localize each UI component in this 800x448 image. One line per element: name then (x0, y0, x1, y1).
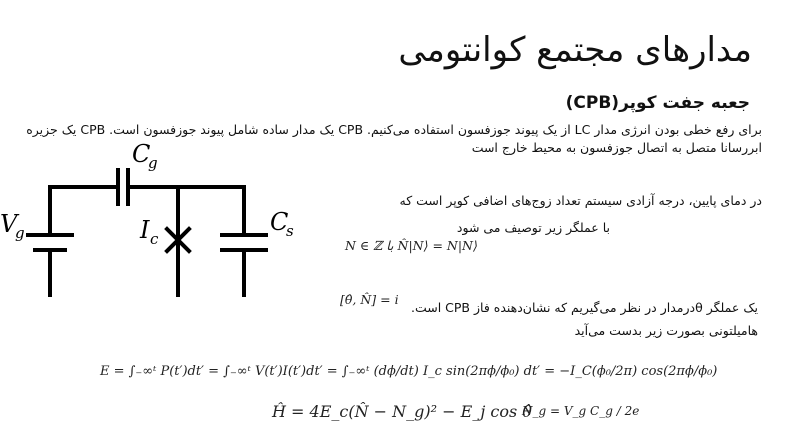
number-operator-equation: N ∈ ℤ با N̂|N⟩ = N|N⟩ (345, 238, 478, 253)
operator-description-text: با عملگر زیر توصیف می شود (456, 220, 610, 235)
cs-label: C (270, 208, 289, 236)
commutator-equation: [θ̂, N̂] = i (340, 292, 399, 307)
vg-label: V (0, 210, 18, 238)
ic-subscript: c (150, 230, 159, 248)
section-heading: جعبه جفت کوپر(CPB) (565, 93, 750, 113)
cpb-circuit-diagram (0, 140, 320, 310)
ic-label: I (140, 216, 150, 244)
cg-label: C (132, 140, 151, 168)
phase-operator-text: یک عملگر θدرمدار در نظر می‌گیریم که نشان‌دهنده فاز CPB است. (410, 300, 758, 315)
hamiltonian-intro-text: هامیلتونی بصورت زیر بدست می‌آید (574, 323, 758, 338)
vg-subscript: g (15, 224, 25, 242)
ng-equation: N_g = V_g C_g / 2e (522, 404, 640, 418)
slide-title: مدارهای مجتمع کوانتومی (398, 30, 752, 70)
energy-equation: E = ∫₋∞ᵗ P(t′)dt′ = ∫₋∞ᵗ V(t′)I(t′)dt′ = ∫₋∞ᵗ (dϕ/dt) I_c sin(2πϕ/ϕ₀) dt′ = −I_C(ϕ₀/2π) cos(2πϕ/ϕ₀) (100, 364, 718, 379)
cs-subscript: s (286, 222, 294, 240)
cg-subscript: g (148, 154, 158, 172)
hamiltonian-equation: Ĥ = 4E_c(N̂ − N_g)² − E_j cos θ̂ (272, 402, 532, 421)
intro-paragraph: برای رفع خطی بودن انرژی مدار LC از یک پیوند جوزفسون استفاده می‌کنیم. CPB یک مدار ساده شامل پیوند جوزفسون است. CPB یک جزیره ابررسانا متصل به اتصال جوزفسون به محیط خارج است (26, 122, 762, 155)
degree-of-freedom-text: در دمای پایین، درجه آزادی سیستم تعداد زوج‌های اضافی کوپر است که (399, 193, 762, 208)
